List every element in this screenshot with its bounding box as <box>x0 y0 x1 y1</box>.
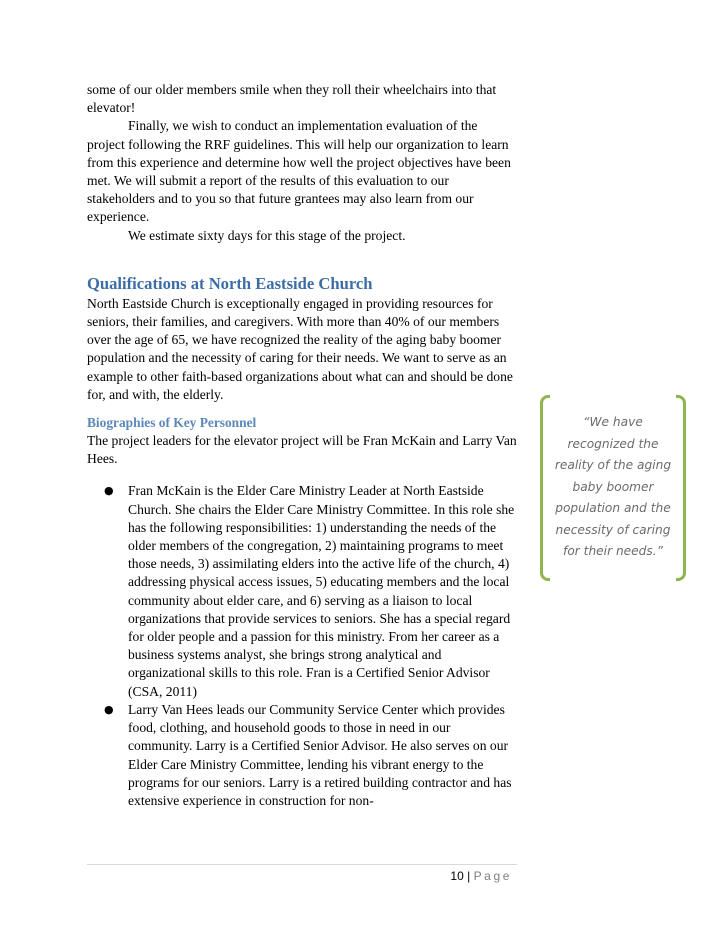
right-bracket-icon <box>676 395 686 581</box>
paragraph-estimate: We estimate sixty days for this stage of the project. <box>128 227 406 243</box>
subsection-gap <box>87 404 517 414</box>
qualifications-paragraph: North Eastside Church is exceptionally engaged in providing resources for seniors, their families, and caregivers. With more than 40% of our members over the age of 65, we have recognized the reality of the aging baby boomer population and the necessity of caring for their needs. We want to serve as an example to other faith-based organizations about what can and should be done for, and with, the elderly. <box>87 295 513 402</box>
qualifications-heading: Qualifications at North Eastside Church <box>87 273 373 293</box>
bullet-icon: ● <box>104 484 114 498</box>
section-gap <box>87 245 517 274</box>
list-item-larry-van-hees <box>87 701 517 810</box>
list-item-text: Larry Van Hees leads our Community Service Center which provides food, clothing, and household goods to those in need in our community. Larry is a Certified Senior Advisor. He also serves on our Elder Care Ministry Committee, lending his vibrant energy to the programs for our seniors. Larry is a retired building contractor and has extensive experience in construction for non- <box>128 701 512 808</box>
footer-divider <box>87 864 517 865</box>
pull-quote-text: “We have recognized the reality of the aging baby boomer population and the necessity of caring for their needs.” <box>554 415 672 558</box>
document-body <box>87 81 517 810</box>
paragraph-evaluation: Finally, we wish to conduct an implementation evaluation of the project following the RRF guidelines. This will help our organization to learn from this experience and determine how well the project objectives have been met. We will submit a report of the results of this evaluation to our stakeholders and to you so that future grantees may also learn from our experience. <box>87 118 511 225</box>
list-item-text: Fran McKain is the Elder Care Ministry Leader at North Eastside Church. She chairs the Elder Care Ministry Committee. In this role she has the following responsibilities: 1) understanding the needs of the older members of the congregation, 2) maintaining programs to meet those needs, 3) assimilating elders into the active life of the church, 4) addressing physical access issues, 5) educating members and the local community about elder care, and 6) serving as a liaison to local organizations that provide services to seniors. She has a special regard for older people and a passion for this ministry. From her career as a business systems analyst, she brings strong analytical and organizational skills to this role. Fran is a Certified Senior Advisor (CSA, 2011) <box>128 483 515 699</box>
biographies-intro: The project leaders for the elevator project will be Fran McKain and Larry Van Hees. <box>87 433 517 467</box>
biographies-heading: Biographies of Key Personnel <box>87 415 257 431</box>
paragraph-elevator-end: some of our older members smile when they roll their wheelchairs into that elevator! <box>87 82 497 116</box>
list-item-fran-mckain <box>87 482 517 700</box>
page-footer <box>87 868 512 884</box>
bullet-icon: ● <box>104 702 114 716</box>
left-bracket-icon <box>540 395 550 581</box>
footer-separator: | <box>467 869 471 883</box>
pull-quote <box>540 395 686 581</box>
personnel-list <box>87 482 517 810</box>
page-label: Page <box>473 869 512 883</box>
page-number: 10 <box>450 869 464 883</box>
